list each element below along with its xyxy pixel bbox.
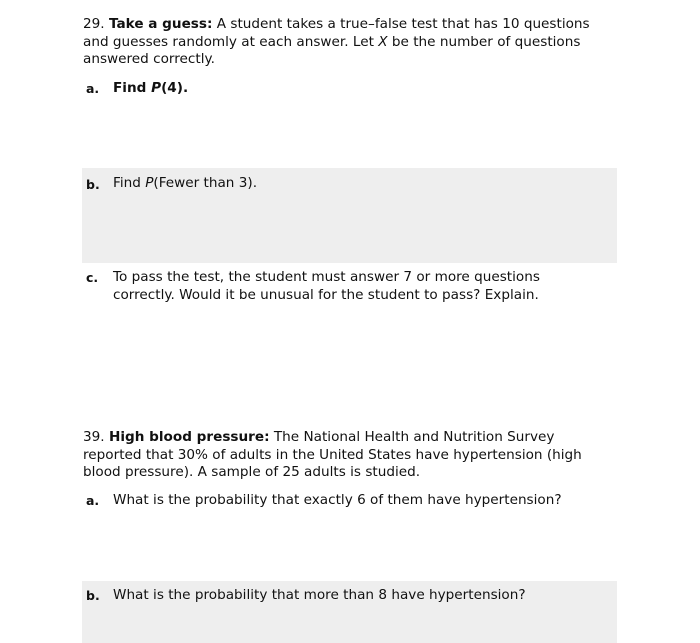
problem-39-number: 39.: [83, 429, 105, 445]
problem-39-part-a-label: a.: [86, 493, 100, 508]
part-a-var: P: [151, 80, 162, 96]
part-c-label: c.: [86, 270, 99, 285]
part-b-var: P: [145, 175, 154, 191]
problem-39-text: The National Health and Nutrition Survey reported that 30% of adults in the United States have hypertension (high blood pressure). A sample of 25 adults is studied.: [83, 429, 582, 480]
problem-39-part-b-question: What is the probability that more than 8 have hypertension?: [113, 587, 526, 603]
part-c-question: To pass the test, the student must answer 7 or more questions correctly. Would it be unusual for the student to pass? Explain.: [113, 269, 540, 303]
problem-39-part-a-question: What is the probability that exactly 6 of them have hypertension?: [113, 492, 562, 508]
problem-29-number: 29.: [83, 16, 105, 32]
part-b-text-post: (Fewer than 3).: [153, 175, 258, 191]
part-a-label: a.: [86, 81, 100, 96]
problem-39-part-a: [82, 489, 617, 581]
problem-29-part-a: [82, 78, 617, 168]
problem-29-text-2: be the number of questions answered correctly.: [83, 33, 581, 67]
part-a-question: [113, 78, 583, 98]
problem-29-title: Take a guess:: [108, 16, 213, 32]
problem-39-statement: [83, 429, 605, 482]
problem-29-part-b: [82, 168, 617, 263]
part-b-question: [113, 168, 583, 193]
part-b-text-pre: Find: [113, 175, 141, 191]
problem-29-statement: [83, 16, 613, 69]
problem-39-title: High blood pressure:: [108, 429, 270, 445]
problem-29-part-c: [82, 263, 617, 423]
part-a-text-post: (4).: [161, 80, 189, 96]
problem-29-variable: X: [378, 33, 388, 50]
part-a-text-pre: Find: [113, 80, 147, 96]
problem-39-part-b-label: b.: [86, 588, 100, 603]
problem-39-part-b: [82, 581, 617, 643]
problem-29-text-1: A student takes a true–false test that has 10 questions and guesses randomly at each answer. Let: [83, 16, 590, 50]
part-b-label: b.: [86, 177, 100, 192]
